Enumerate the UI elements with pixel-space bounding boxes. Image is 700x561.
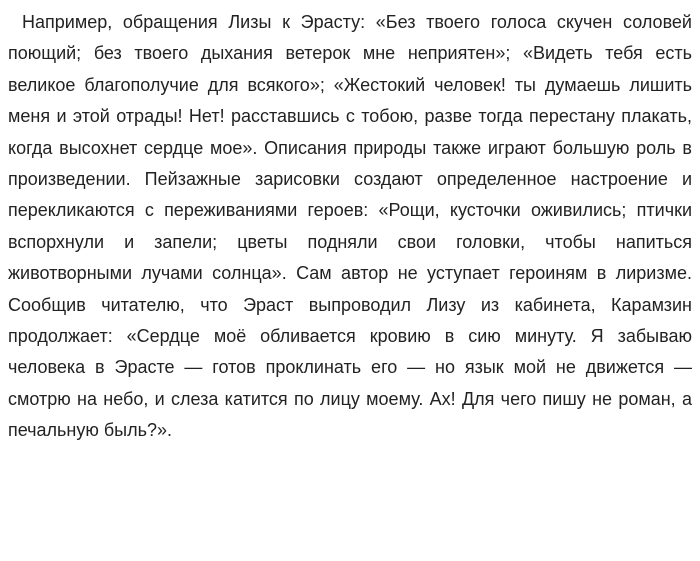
body-paragraph: Например, обращения Лизы к Эрасту: «Без твоего голоса скучен соловей поющий; без твоего дыхания ветерок мне неприятен»; «Видеть тебя есть великое благополучие для всякого»; «Жестокий человек! ты думаешь лишить меня и этой отрады! Нет! расставшись с тобою, разве тогда перестану плакать, когда высохнет сердце мое». Описания природы также играют большую роль в произведении. Пейзажные зарисовки создают определенное настроение и перекликаются с переживаниями героев: «Рощи, кусточки оживились; птички вспорхнули и запели; цветы подняли свои головки, чтобы напиться животворными лучами солнца». Сам автор не уступает героиням в лиризме. Сообщив читателю, что Эраст выпроводил Лизу из кабинета, Карамзин продолжает: «Сердце моё обливается кровию в сию минуту. Я забываю человека в Эрасте — готов проклинать его — но язык мой не движется — смотрю на небо, и слеза катится по лицу моему. Ах! Для чего пишу не роман, а печальную быль?».	[8, 12, 692, 441]
